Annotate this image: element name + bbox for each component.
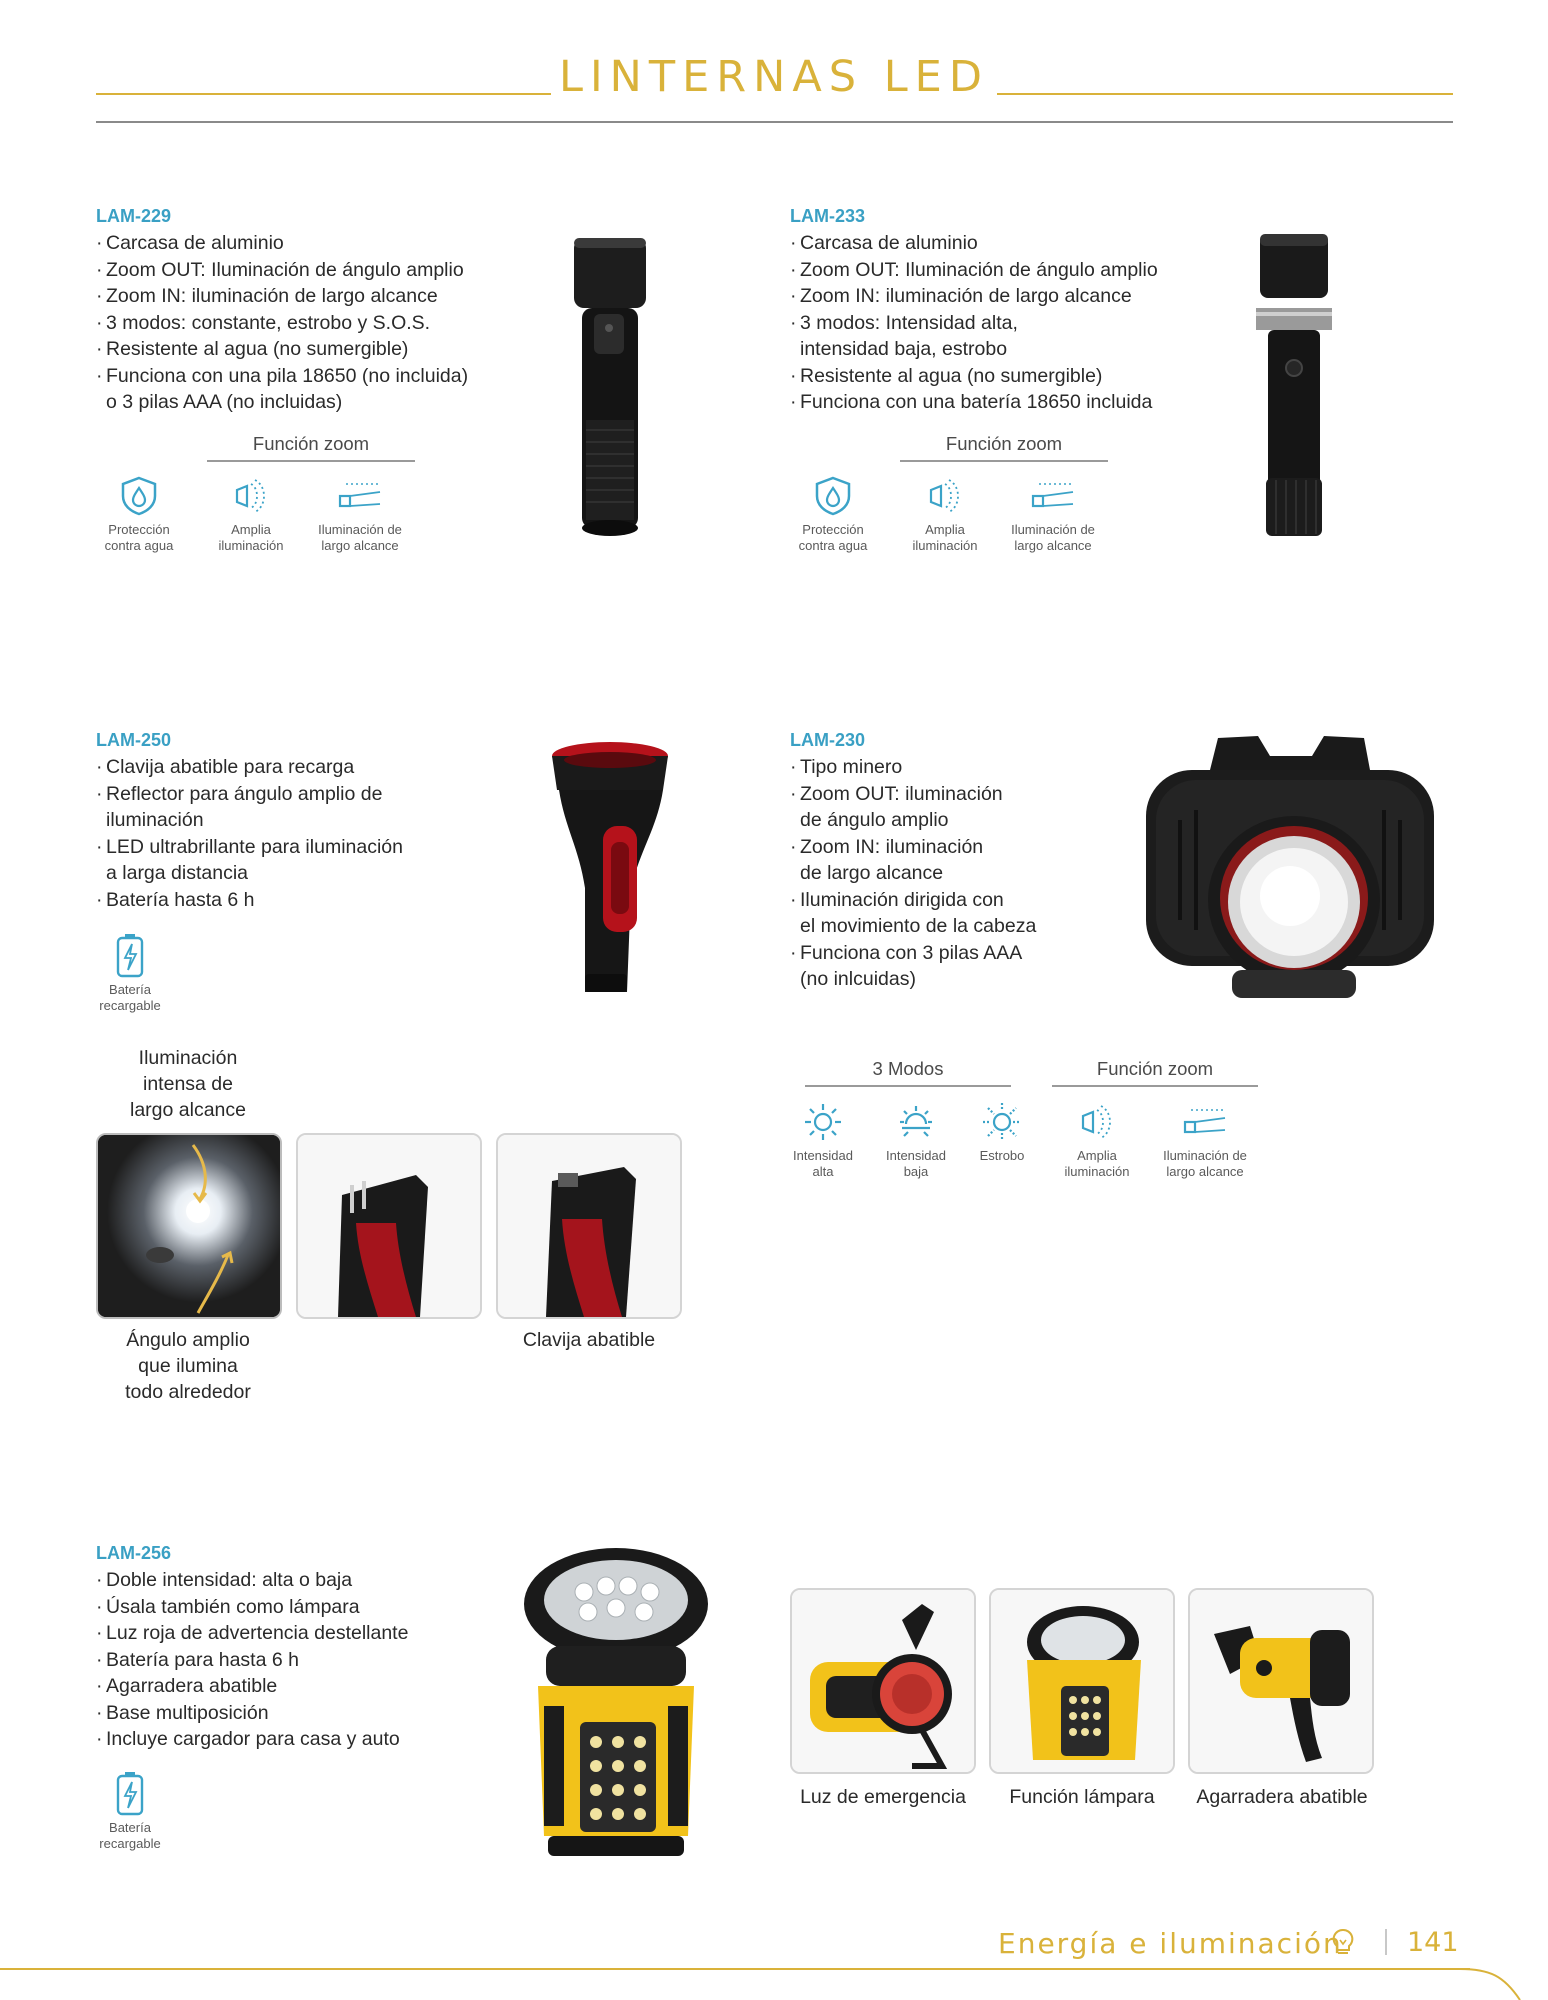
- lightbulb-icon: [1330, 1926, 1356, 1958]
- group-rule: [1052, 1085, 1258, 1087]
- icon-label: largo alcance: [321, 538, 399, 553]
- feature-item: de ángulo amplio: [800, 809, 949, 831]
- wide-light-icon: [1052, 1100, 1142, 1180]
- feature-item: · Batería para hasta 6 h: [96, 1647, 496, 1674]
- plug-photo-folded: [296, 1133, 482, 1319]
- icon-label: largo alcance: [1166, 1164, 1244, 1179]
- group-title: Función zoom: [945, 433, 1063, 454]
- feature-item: intensidad baja, estrobo: [800, 338, 1008, 360]
- icon-label: alta: [812, 1164, 834, 1179]
- lam256-lantern-image: [518, 1546, 714, 1862]
- feature-item: · 3 modos: constante, estrobo y S.O.S.: [96, 310, 526, 337]
- icon-label: Intensidad: [886, 1148, 946, 1163]
- icon-label: recargable: [99, 1836, 161, 1851]
- callout-line: todo alrededor: [125, 1381, 251, 1403]
- icon-label: contra agua: [798, 538, 868, 553]
- feature-item: · Incluye cargador para casa y auto: [96, 1726, 496, 1753]
- photo-caption: Luz de emergencia: [800, 1786, 966, 1808]
- lamp-mode-photo: [989, 1588, 1175, 1774]
- icon-label: largo alcance: [1014, 538, 1092, 553]
- feature-item: a larga distancia: [106, 862, 249, 884]
- feature-item: · Resistente al agua (no sumergible): [96, 336, 526, 363]
- product-code: LAM-256: [96, 1543, 172, 1563]
- long-range-light-icon: [998, 474, 1108, 554]
- group-rule: [805, 1085, 1011, 1087]
- footer-rule-curve: [1460, 1950, 1548, 2000]
- feature-item: (no inlcuidas): [800, 968, 916, 990]
- feature-item: · Carcasa de aluminio: [96, 230, 526, 257]
- feature-item: · Funciona con una batería 18650 incluida: [790, 389, 1210, 416]
- high-intensity-icon: [783, 1100, 863, 1180]
- product-code: LAM-233: [790, 206, 866, 226]
- footer-separator: [1385, 1929, 1387, 1955]
- icon-label: Amplia: [925, 522, 965, 537]
- feature-item: · Iluminación dirigida con: [790, 887, 1110, 914]
- callout-line: intensa de: [143, 1073, 233, 1095]
- callout-line: Ángulo amplio: [126, 1329, 250, 1351]
- icon-label: Intensidad: [793, 1148, 853, 1163]
- feature-item: el movimiento de la cabeza: [800, 915, 1037, 937]
- icon-label: iluminación: [1064, 1164, 1130, 1179]
- icon-label: Protección: [108, 522, 170, 537]
- feature-list: [790, 230, 1210, 416]
- header-divider: [96, 121, 1453, 123]
- header-rule-right: [997, 93, 1453, 95]
- beam-photo: [96, 1133, 282, 1319]
- plug-photo-open: [496, 1133, 682, 1319]
- icon-label: Amplia: [231, 522, 271, 537]
- group-title: Función zoom: [1096, 1058, 1214, 1079]
- rechargeable-battery-icon: [90, 1770, 170, 1852]
- product-code: LAM-250: [96, 730, 172, 750]
- strobe-icon: [962, 1100, 1042, 1164]
- lam250-flashlight-image: [545, 738, 675, 1002]
- icon-label: Iluminación de: [318, 522, 402, 537]
- icon-label: Iluminación de: [1011, 522, 1095, 537]
- feature-item: de largo alcance: [800, 862, 944, 884]
- feature-list: [96, 1567, 496, 1753]
- group-rule: [207, 460, 415, 462]
- page-number: 141: [1407, 1927, 1459, 1958]
- feature-list: [790, 754, 1110, 993]
- page-title: LINTERNAS LED: [559, 52, 989, 102]
- icon-label: Batería: [109, 982, 151, 997]
- feature-item: · Funciona con 3 pilas AAA: [790, 940, 1110, 967]
- feature-item: · Resistente al agua (no sumergible): [790, 363, 1210, 390]
- emergency-light-photo: [790, 1588, 976, 1774]
- lam229-flashlight-image: [560, 230, 660, 540]
- section-name: Energía e iluminación: [998, 1927, 1343, 1960]
- feature-item: · Doble intensidad: alta o baja: [96, 1567, 496, 1594]
- feature-item: · 3 modos: Intensidad alta,: [790, 310, 1210, 337]
- low-intensity-icon: [876, 1100, 956, 1180]
- water-shield-icon: [89, 474, 189, 554]
- photo-caption: Agarradera abatible: [1196, 1786, 1368, 1808]
- icon-label: Iluminación de: [1163, 1148, 1247, 1163]
- feature-item: · Úsala también como lámpara: [96, 1594, 496, 1621]
- group-title: 3 Modos: [872, 1058, 944, 1079]
- feature-item: iluminación: [106, 809, 204, 831]
- group-title: Función zoom: [252, 433, 370, 454]
- icon-label: iluminación: [912, 538, 978, 553]
- plug-caption: Clavija abatible: [522, 1329, 656, 1351]
- feature-item: · Funciona con una pila 18650 (no incluida): [96, 363, 526, 390]
- feature-item: · LED ultrabrillante para iluminación: [96, 834, 496, 861]
- wide-light-icon: [900, 474, 990, 554]
- feature-list: [96, 230, 526, 416]
- feature-item: · Tipo minero: [790, 754, 1110, 781]
- callout-wide-angle: [98, 1327, 278, 1405]
- rechargeable-battery-icon: [90, 932, 170, 1014]
- lam230-headlamp-image: [1140, 730, 1440, 1008]
- callout-line: largo alcance: [130, 1099, 246, 1121]
- photo-caption: Función lámpara: [1009, 1786, 1155, 1808]
- lam233-flashlight-image: [1246, 228, 1342, 542]
- callout-long-range: [108, 1045, 268, 1123]
- callout-line: que ilumina: [138, 1355, 238, 1377]
- water-shield-icon: [783, 474, 883, 554]
- feature-item: · Agarradera abatible: [96, 1673, 496, 1700]
- feature-item: · Zoom IN: iluminación de largo alcance: [96, 283, 526, 310]
- feature-item: · Carcasa de aluminio: [790, 230, 1210, 257]
- feature-item: · Batería hasta 6 h: [96, 887, 496, 914]
- icon-label: recargable: [99, 998, 161, 1013]
- icon-label: Estrobo: [979, 1148, 1025, 1163]
- feature-item: o 3 pilas AAA (no incluidas): [106, 391, 343, 413]
- long-range-light-icon: [1150, 1100, 1260, 1180]
- icon-label: Batería: [109, 1820, 151, 1835]
- feature-item: · Base multiposición: [96, 1700, 496, 1727]
- callout-line: Iluminación: [138, 1047, 238, 1069]
- feature-item: · Zoom OUT: Iluminación de ángulo amplio: [790, 257, 1210, 284]
- feature-item: · Zoom OUT: iluminación: [790, 781, 1110, 808]
- icon-label: contra agua: [104, 538, 174, 553]
- icon-label: Amplia: [1077, 1148, 1117, 1163]
- feature-item: · Zoom IN: iluminación: [790, 834, 1110, 861]
- feature-item: · Zoom IN: iluminación de largo alcance: [790, 283, 1210, 310]
- wide-light-icon: [206, 474, 296, 554]
- icon-label: iluminación: [218, 538, 284, 553]
- icon-label: baja: [903, 1164, 929, 1179]
- product-code: LAM-229: [96, 206, 172, 226]
- feature-list: [96, 754, 496, 913]
- feature-item: · Reflector para ángulo amplio de: [96, 781, 496, 808]
- footer-rule: [0, 1968, 1470, 1970]
- feature-item: · Zoom OUT: Iluminación de ángulo amplio: [96, 257, 526, 284]
- feature-item: · Luz roja de advertencia destellante: [96, 1620, 496, 1647]
- long-range-light-icon: [305, 474, 415, 554]
- folding-handle-photo: [1188, 1588, 1374, 1774]
- product-code: LAM-230: [790, 730, 866, 750]
- group-rule: [900, 460, 1108, 462]
- feature-item: · Clavija abatible para recarga: [96, 754, 496, 781]
- icon-label: Protección: [802, 522, 864, 537]
